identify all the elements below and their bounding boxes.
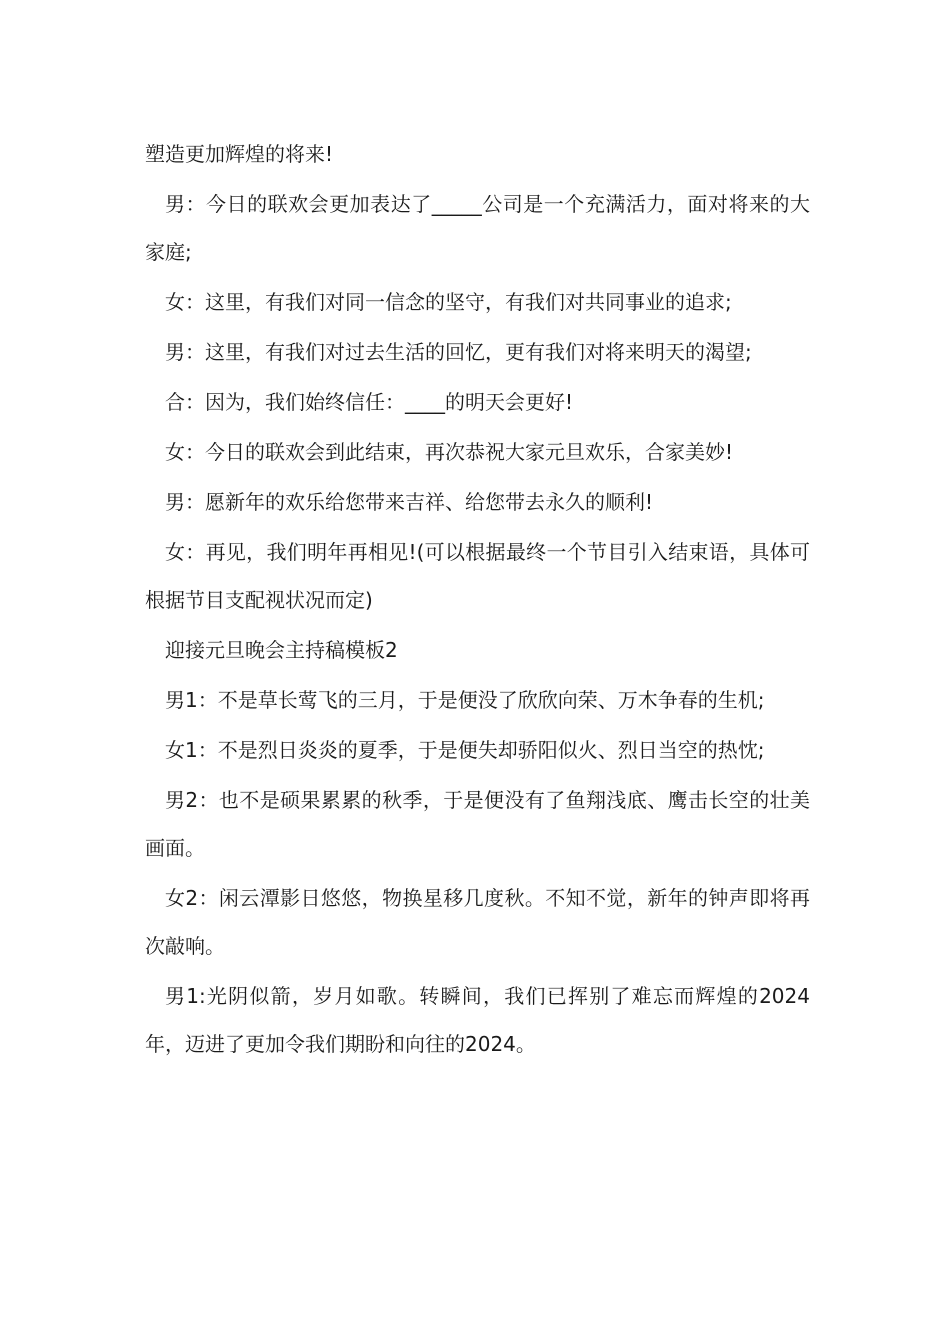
paragraph: 女：这里，有我们对同一信念的坚守，有我们对共同事业的追求; — [165, 290, 732, 314]
paragraph: 男：愿新年的欢乐给您带来吉祥、给您带去永久的顺利! — [165, 490, 654, 514]
paragraph: 男2：也不是硕果累累的秋季，于是便没有了鱼翔浅底、鹰击长空的壮美画面。 — [145, 788, 810, 860]
paragraph: 塑造更加辉煌的将来! — [145, 142, 334, 166]
paragraph: 男1：不是草长莺飞的三月，于是便没了欣欣向荣、万木争春的生机; — [165, 688, 765, 712]
paragraph: 女：今日的联欢会到此结束，再次恭祝大家元旦欢乐，合家美妙! — [165, 440, 734, 464]
section-heading: 迎接元旦晚会主持稿模板2 — [165, 638, 398, 662]
paragraph: 男：今日的联欢会更加表达了_____公司是一个充满活力，面对将来的大家庭; — [145, 192, 810, 264]
paragraph: 合：因为，我们始终信任：____的明天会更好! — [165, 390, 574, 414]
paragraph: 女2：闲云潭影日悠悠，物换星移几度秋。不知不觉，新年的钟声即将再次敲响。 — [145, 886, 810, 958]
paragraph: 女：再见，我们明年再相见!(可以根据最终一个节目引入结束语，具体可根据节目支配视状况而定) — [145, 540, 810, 612]
paragraph: 男1:光阴似箭，岁月如歌。转瞬间，我们已挥别了难忘而辉煌的2024年，迈进了更加令我们期盼和向往的2024。 — [145, 984, 810, 1056]
paragraph: 男：这里，有我们对过去生活的回忆，更有我们对将来明天的渴望; — [165, 340, 752, 364]
document-body — [145, 130, 810, 1070]
paragraph: 女1：不是烈日炎炎的夏季，于是便失却骄阳似火、烈日当空的热忱; — [165, 738, 765, 762]
